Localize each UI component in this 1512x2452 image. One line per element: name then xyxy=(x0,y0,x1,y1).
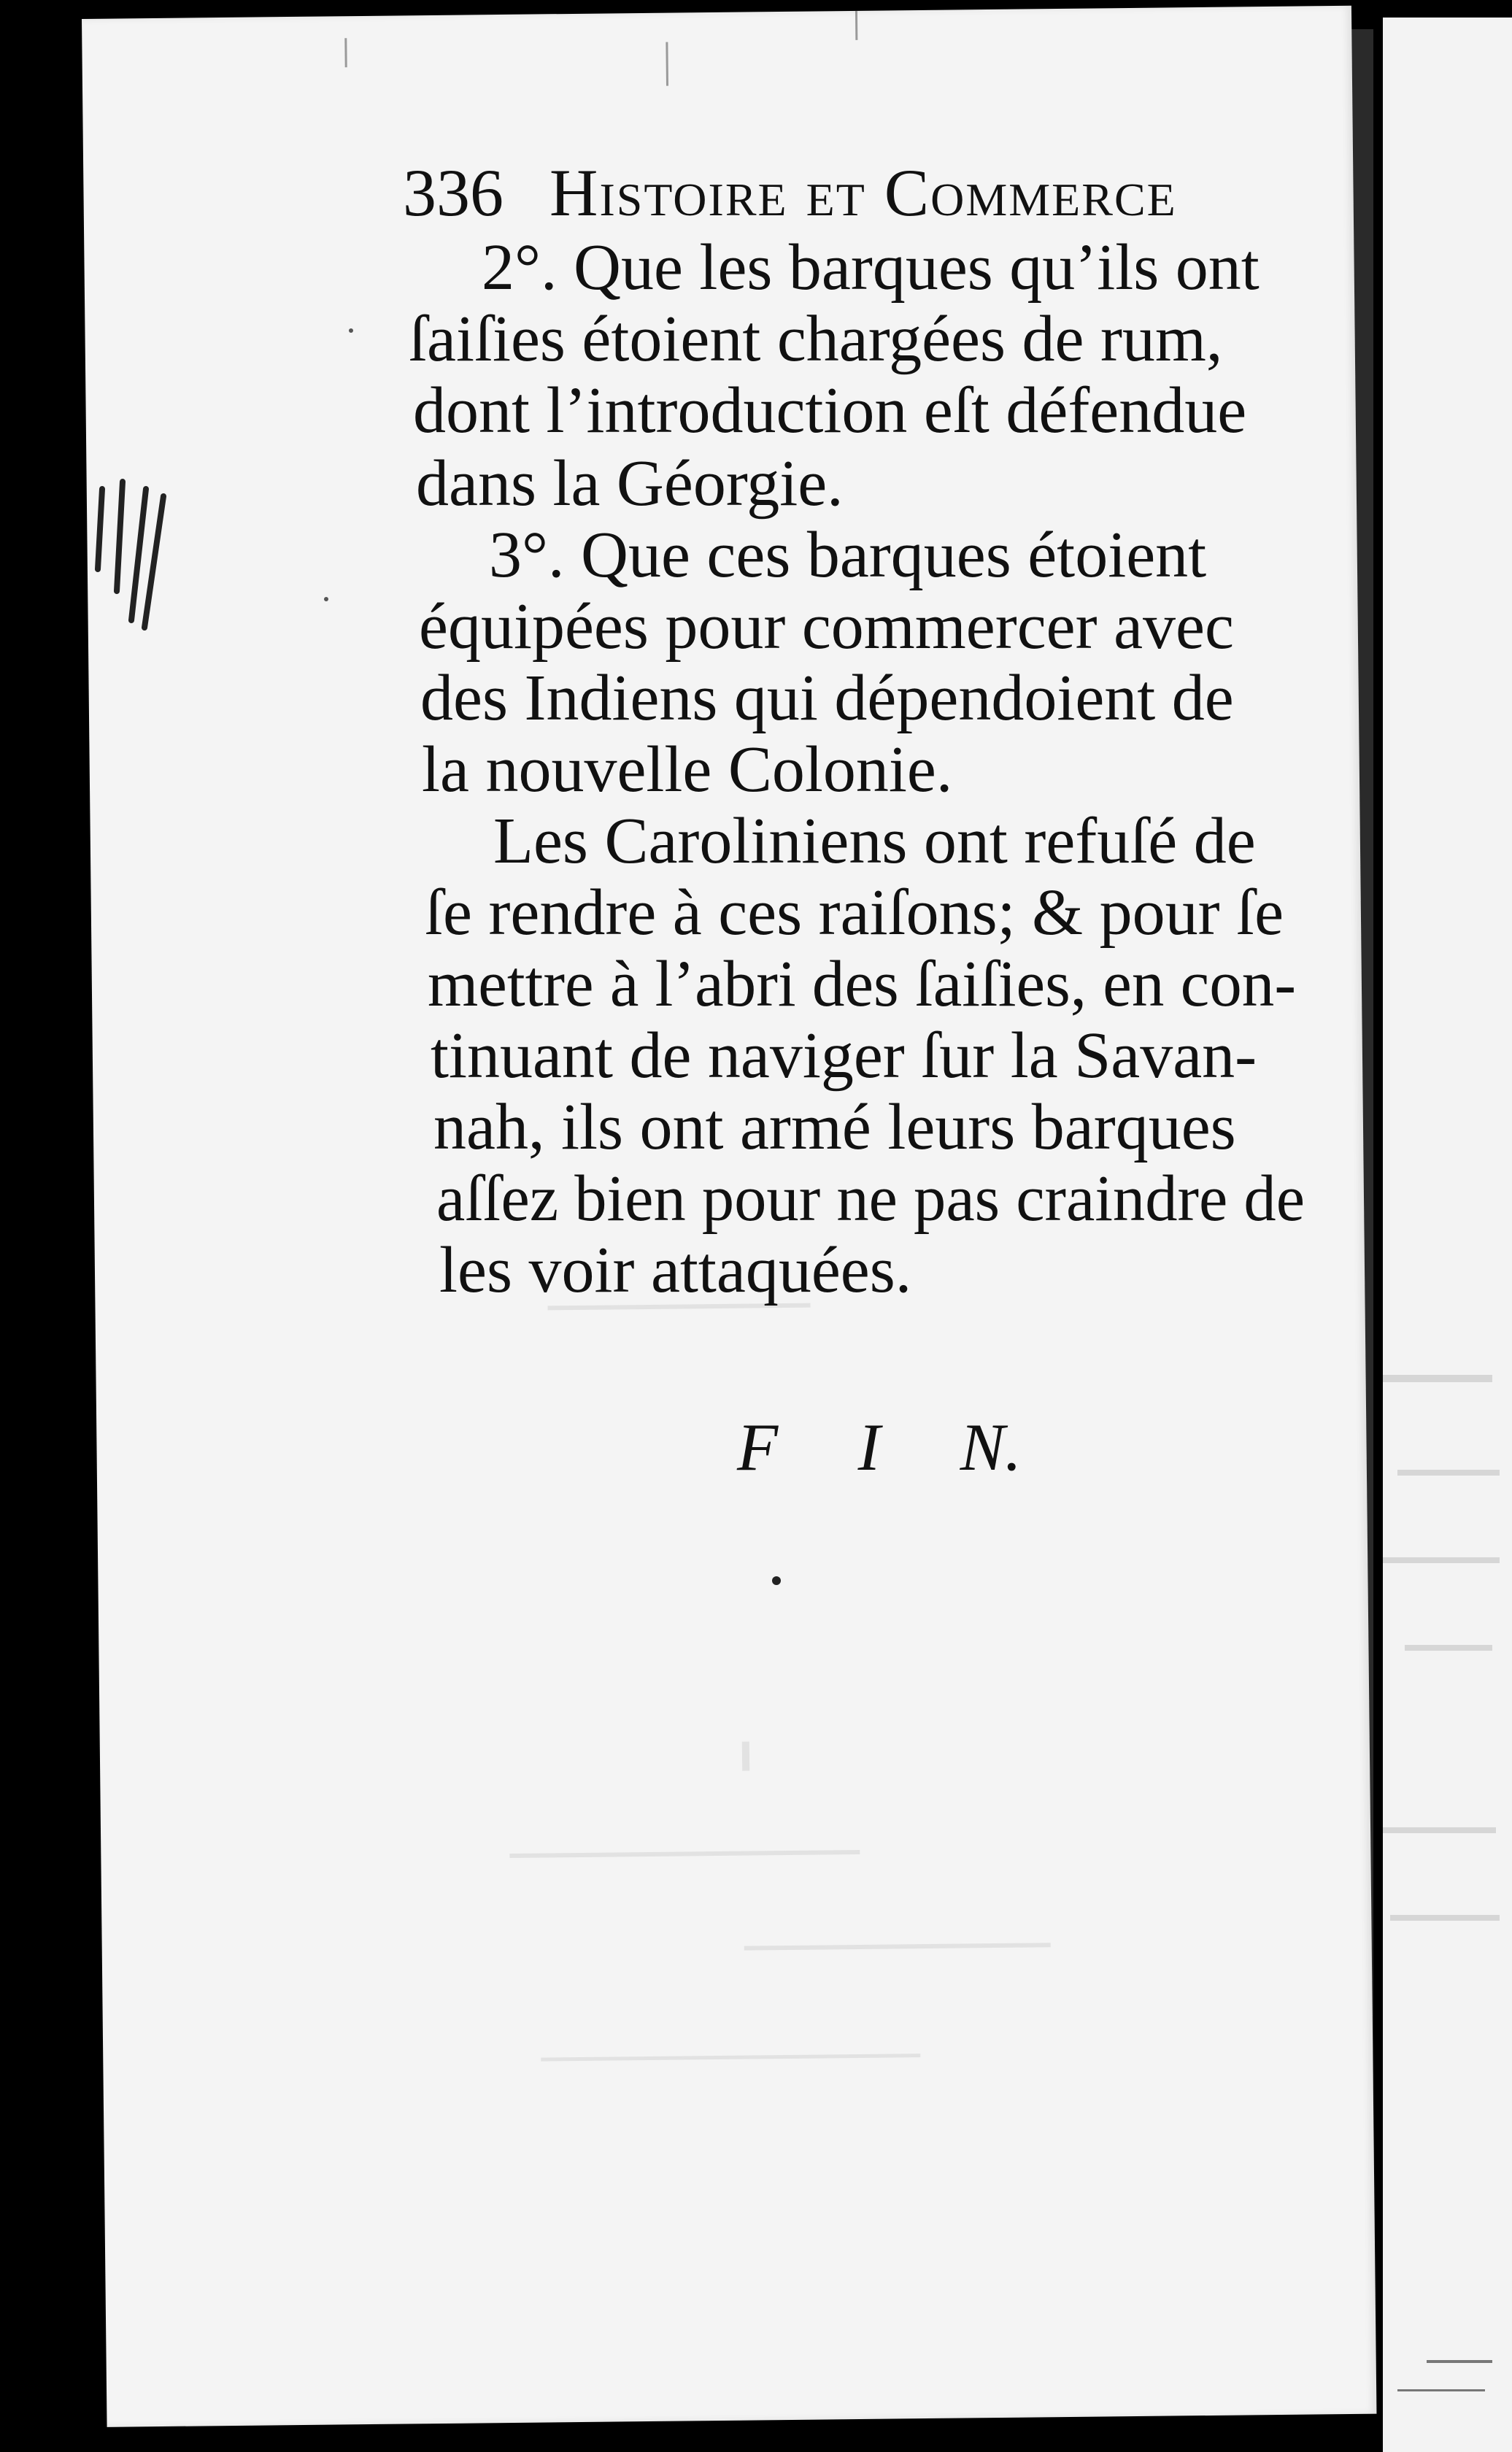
text-line: les voir attaquées. xyxy=(439,1234,912,1306)
text-line: équipées pour commercer avec xyxy=(419,590,1234,663)
text-line: tinuant de naviger ſur la Savan- xyxy=(431,1019,1257,1092)
running-title: Histoire et Commerce xyxy=(549,155,1177,230)
text-line: aſſez bien pour ne pas craindre de xyxy=(436,1163,1305,1235)
text-line: dont l’introduction eſt défendue xyxy=(413,374,1247,447)
fin-letter: N. xyxy=(960,1410,1022,1484)
running-header xyxy=(403,155,1227,230)
ink-speck xyxy=(349,328,353,333)
text-line: ſaiſies étoient chargées de rum, xyxy=(409,303,1223,375)
text-line: dans la Géorgie. xyxy=(416,447,844,520)
text-line: la nouvelle Colonie. xyxy=(422,733,953,806)
ink-speck xyxy=(324,597,328,601)
text-line: 2°. Que les barques qu’ils ont xyxy=(482,231,1260,304)
page-number: 336 xyxy=(403,155,504,230)
fin-letter: I xyxy=(857,1410,881,1484)
facing-page-bleed-through xyxy=(1383,18,1512,2452)
text-line: Les Caroliniens ont refuſé de xyxy=(493,805,1256,877)
text-line: mettre à l’abri des ſaiſies, en con- xyxy=(428,948,1296,1020)
text-line: ſe rendre à ces raiſons; & pour ſe xyxy=(425,876,1284,949)
ink-dot xyxy=(772,1576,781,1585)
text-line: nah, ils ont armé leurs barques xyxy=(433,1091,1236,1163)
fin-colophon xyxy=(737,1408,1022,1486)
scan-artifact-marks xyxy=(88,474,175,649)
text-line: 3°. Que ces barques étoient xyxy=(489,519,1207,591)
facing-page-sliver xyxy=(1383,18,1512,2452)
fin-letter: F xyxy=(737,1410,779,1484)
text-line: des Indiens qui dépendoient de xyxy=(420,662,1234,734)
